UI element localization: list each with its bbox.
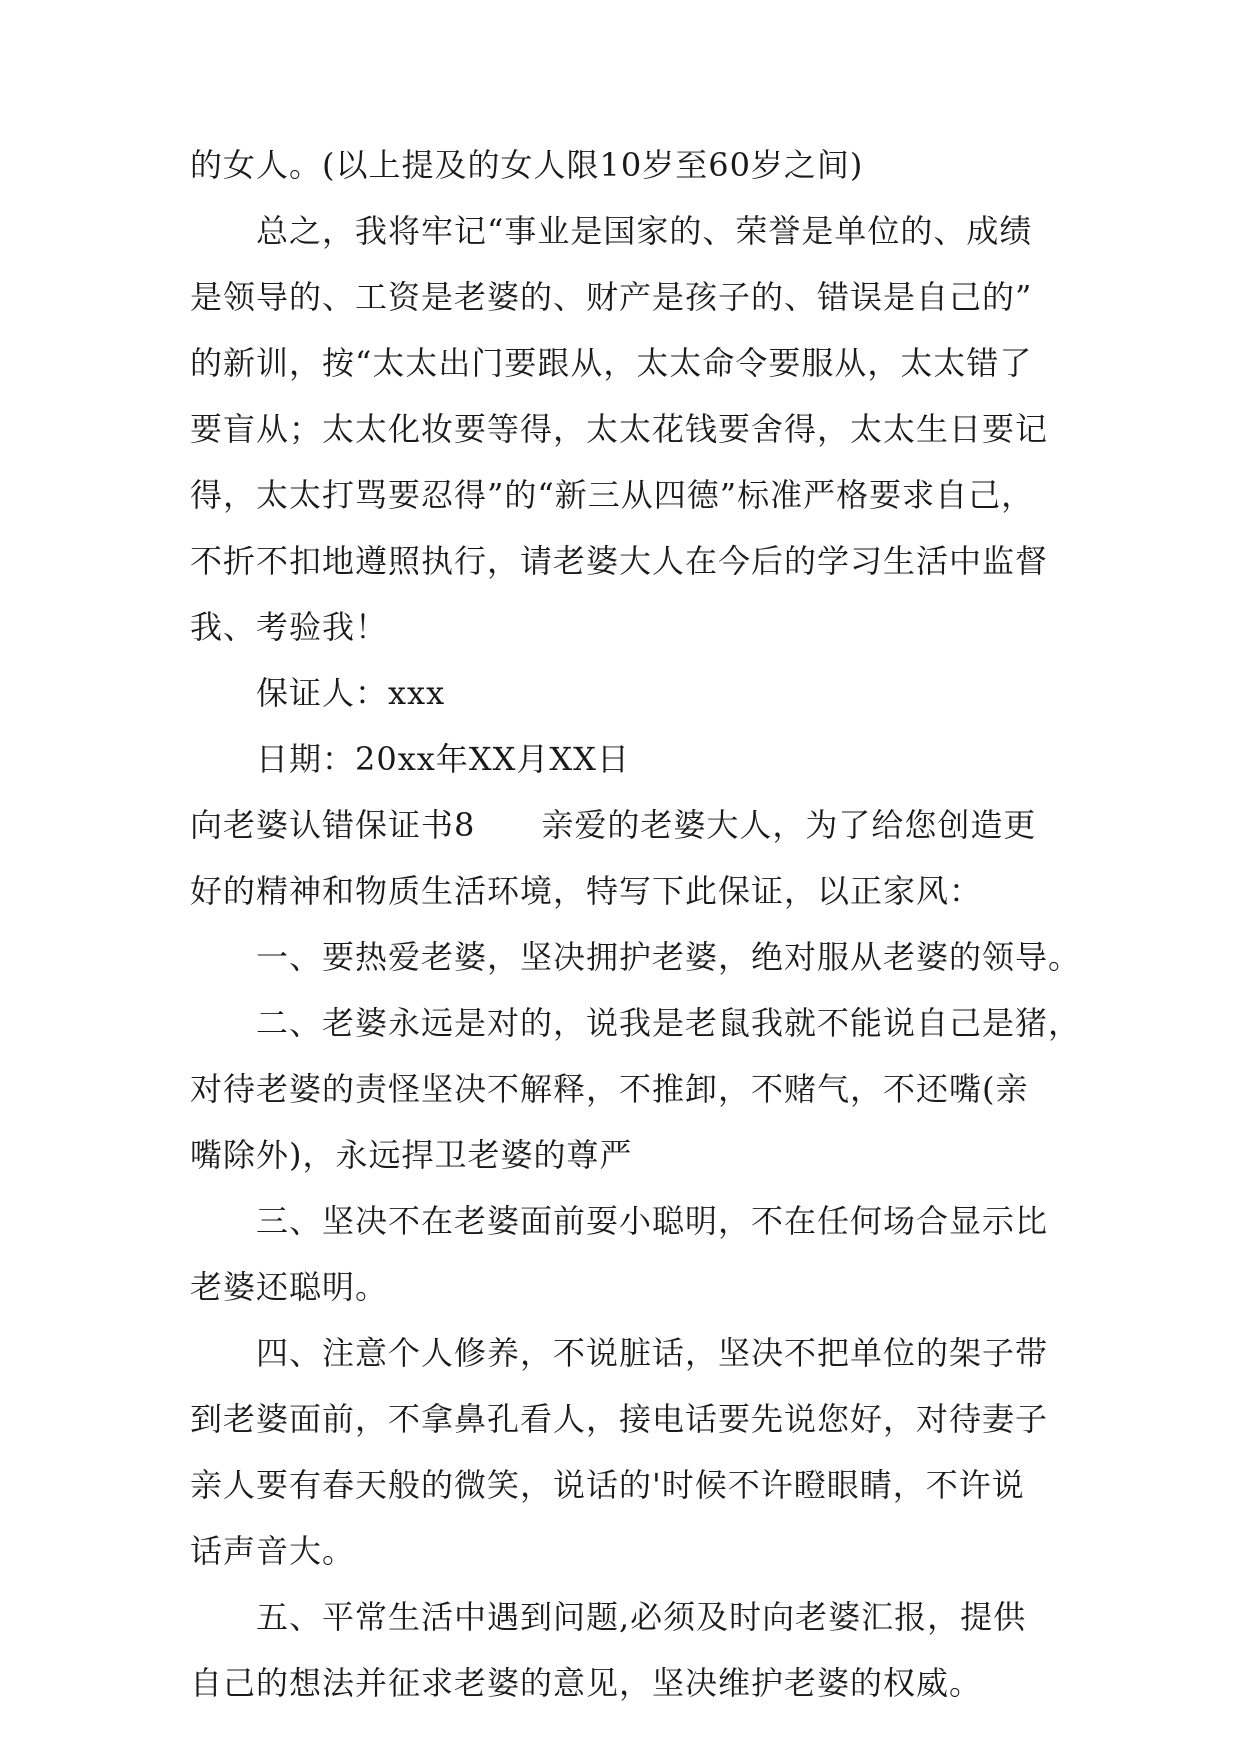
text-line: 好的精神和物质生活环境，特写下此保证，以正家风： [190,872,983,910]
text-line: 对待老婆的责怪坚决不解释，不推卸，不赌气，不还嘴(亲 [190,1070,1029,1108]
text-line: 老婆还聪明。 [190,1268,389,1306]
text-line: 不折不扣地遵照执行，请老婆大人在今后的学习生活中监督 [190,542,1049,580]
text-line: 话声音大。 [190,1532,356,1570]
text-line: 是领导的、工资是老婆的、财产是孩子的、错误是自己的” [190,278,1033,316]
list-item-line: 三、坚决不在老婆面前耍小聪明，不在任何场合显示比 [256,1202,1049,1240]
text-line: 到老婆面前，不拿鼻孔看人，接电话要先说您好，对待妻子 [190,1400,1049,1438]
text-line: 总之，我将牢记“事业是国家的、荣誉是单位的、成绩 [256,212,1033,250]
text-line: 得，太太打骂要忍得”的“新三从四德”标准严格要求自己， [190,476,1035,514]
list-item-line: 二、老婆永远是对的，说我是老鼠我就不能说自己是猪， [256,1004,1082,1042]
list-item-line: 一、要热爱老婆，坚决拥护老婆，绝对服从老婆的领导。 [256,938,1082,976]
text-line: 要盲从；太太化妆要等得，太太花钱要舍得，太太生日要记 [190,410,1049,448]
text-line: 亲人要有春天般的微笑，说话的'时候不许瞪眼睛，不许说 [190,1466,1025,1504]
signer-line: 保证人：xxx [256,674,446,712]
section-heading-line: 向老婆认错保证书8 亲爱的老婆大人，为了给您创造更 [190,806,1037,844]
list-item-line: 四、注意个人修养，不说脏话，坚决不把单位的架子带 [256,1334,1049,1372]
text-line: 的女人。(以上提及的女人限10岁至60岁之间) [190,146,864,184]
text-line: 自己的想法并征求老婆的意见，坚决维护老婆的权威。 [190,1664,983,1702]
text-line: 我、考验我！ [190,608,389,646]
text-line: 嘴除外)，永远捍卫老婆的尊严 [190,1136,633,1174]
date-line: 日期：20xx年XX月XX日 [256,740,630,778]
list-item-line: 五、平常生活中遇到问题,必须及时向老婆汇报，提供 [256,1598,1027,1636]
text-line: 的新训，按“太太出门要跟从，太太命令要服从，太太错了 [190,344,1033,382]
